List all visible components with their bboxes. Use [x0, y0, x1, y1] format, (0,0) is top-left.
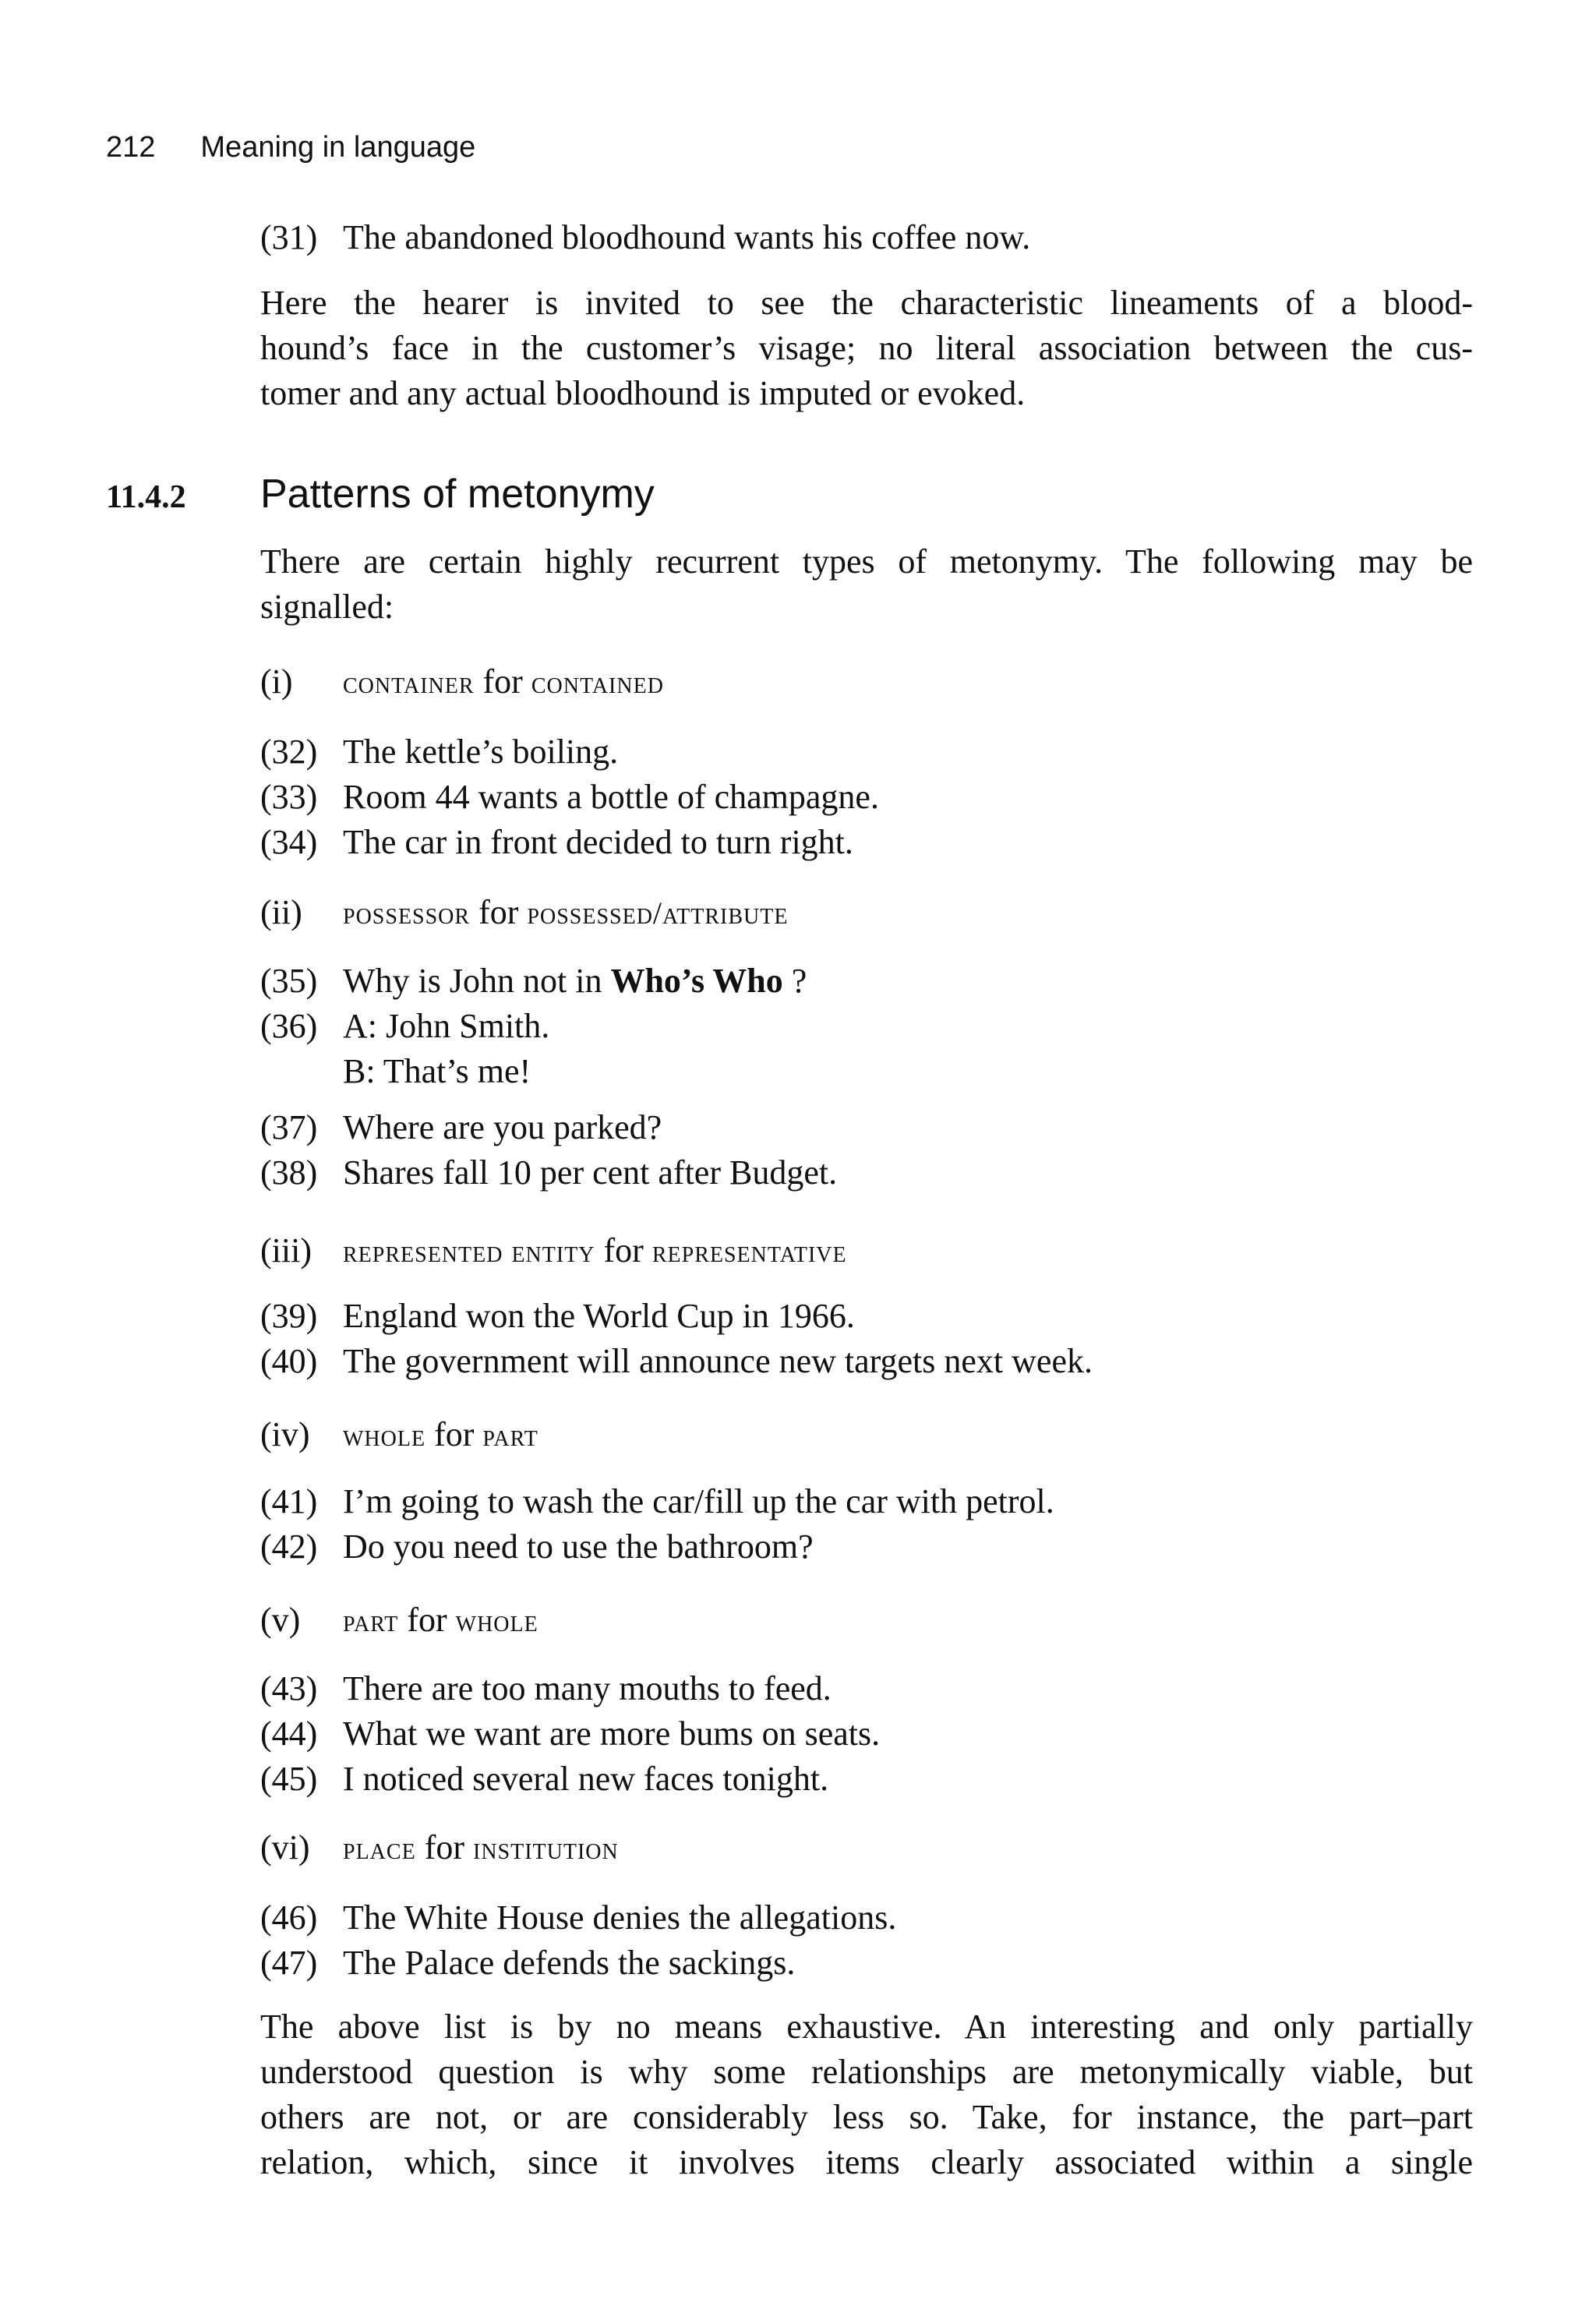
example-row — [260, 1150, 1473, 1195]
category-number: (i) — [260, 662, 293, 701]
example-text: There are too many mouths to feed. — [343, 1669, 832, 1707]
category-place-for-institution — [260, 1825, 1473, 1871]
category-number: (iii) — [260, 1231, 312, 1270]
example-text: England won the World Cup in 1966. — [343, 1297, 855, 1335]
category-for: for — [478, 893, 519, 931]
section-title: Patterns of metonymy — [260, 471, 655, 517]
example-number: (39) — [260, 1297, 318, 1335]
example-row — [260, 1524, 1473, 1570]
example-row — [260, 1757, 1473, 1802]
category-possessor — [260, 890, 1473, 936]
paragraph-line: Here the hearer is invited to see the characteristic lineaments of a blood- — [260, 284, 1473, 322]
example-row — [260, 1339, 1473, 1384]
example-text: A: John Smith. — [343, 1007, 550, 1045]
example-row — [260, 1479, 1473, 1524]
example-number: (38) — [260, 1153, 318, 1192]
closing-paragraph — [260, 2004, 1473, 2185]
category-target: whole — [455, 1603, 538, 1638]
category-number: (iv) — [260, 1415, 310, 1453]
category-examples — [260, 1479, 1473, 1570]
example-number: (42) — [260, 1527, 318, 1566]
example-row — [260, 729, 1473, 775]
example-row — [260, 1895, 1473, 1941]
category-number: (vi) — [260, 1828, 310, 1866]
category-heading — [260, 1598, 1473, 1644]
example-text: Room 44 wants a bottle of champagne. — [343, 778, 879, 816]
running-title: Meaning in language — [200, 131, 476, 164]
example-row — [260, 1666, 1473, 1711]
category-target: part — [482, 1418, 538, 1453]
example-subline: B: That’s me! — [343, 1052, 531, 1090]
example-number: (31) — [260, 218, 318, 256]
example-row — [260, 820, 1473, 865]
example-text: ? — [782, 962, 807, 1000]
category-examples — [260, 959, 1473, 1195]
example-text: Where are you parked? — [343, 1108, 662, 1146]
example-row — [260, 1941, 1473, 1986]
example-row — [260, 1294, 1473, 1339]
category-source: part — [343, 1603, 399, 1638]
category-source: represented entity — [343, 1234, 595, 1269]
paragraph-line: hound’s face in the customer’s visage; no literal association between the cus- — [260, 329, 1473, 367]
book-title: Who’s Who — [610, 962, 783, 1000]
example-text: The Palace defends the sackings. — [343, 1944, 796, 1982]
category-target: possessed/attribute — [527, 895, 789, 931]
example-row — [260, 1711, 1473, 1757]
category-for: for — [482, 662, 523, 701]
example-text: Do you need to use the bathroom? — [343, 1527, 814, 1566]
paragraph-line: The above list is by no means exhaustive. An interesting and only partially — [260, 2008, 1473, 2046]
paragraph-line: tomer and any actual bloodhound is imputed or evoked. — [260, 374, 1026, 412]
category-heading — [260, 890, 1473, 936]
example-text: What we want are more bums on seats. — [343, 1715, 881, 1753]
example-number: (37) — [260, 1108, 318, 1146]
example-number: (40) — [260, 1342, 318, 1380]
example-number: (44) — [260, 1715, 318, 1753]
section-number: 11.4.2 — [106, 479, 186, 515]
intro-paragraph — [260, 281, 1473, 416]
category-for: for — [407, 1601, 447, 1639]
example-number: (36) — [260, 1007, 318, 1045]
example-31 — [260, 215, 1473, 260]
example-number: (45) — [260, 1760, 318, 1798]
running-head — [106, 131, 475, 164]
section-heading — [106, 471, 655, 517]
category-source: container — [343, 665, 475, 700]
example-number: (47) — [260, 1944, 318, 1982]
paragraph-line: relation, which, since it involves items clearly associated within a single — [260, 2143, 1473, 2181]
category-target: institution — [473, 1831, 619, 1866]
paragraph-line: signalled: — [260, 588, 394, 626]
category-for: for — [424, 1828, 464, 1866]
example-number: (32) — [260, 733, 318, 771]
category-target: representative — [651, 1234, 847, 1269]
example-text: Why is John not in — [343, 962, 611, 1000]
example-row — [260, 959, 1473, 1004]
category-number: (v) — [260, 1601, 301, 1639]
category-heading — [260, 1412, 1473, 1458]
category-heading — [260, 659, 1473, 705]
example-row — [260, 1004, 1473, 1049]
category-represented-entity — [260, 1228, 1473, 1274]
section-intro — [260, 539, 1473, 630]
example-row — [260, 1105, 1473, 1150]
category-examples — [260, 729, 1473, 865]
example-text: Shares fall 10 per cent after Budget. — [343, 1153, 838, 1192]
category-part-for-whole — [260, 1598, 1473, 1644]
category-examples — [260, 1895, 1473, 1986]
example-text: The White House denies the allegations. — [343, 1898, 897, 1937]
example-number: (43) — [260, 1669, 318, 1707]
category-for: for — [603, 1231, 644, 1270]
example-text: The abandoned bloodhound wants his coffee now. — [343, 218, 1031, 256]
example-text: I noticed several new faces tonight. — [343, 1760, 829, 1798]
category-examples — [260, 1666, 1473, 1802]
category-examples — [260, 1294, 1473, 1384]
example-number: (41) — [260, 1482, 318, 1520]
category-target: contained — [531, 665, 664, 700]
paragraph-line: understood question is why some relationships are metonymically viable, but — [260, 2053, 1473, 2091]
example-row — [260, 775, 1473, 820]
category-number: (ii) — [260, 893, 302, 931]
paragraph-line: There are certain highly recurrent types of metonymy. The following may be — [260, 542, 1473, 581]
category-container — [260, 659, 1473, 705]
example-number: (33) — [260, 778, 318, 816]
paragraph-line: others are not, or are considerably less so. Take, for instance, the part–part — [260, 2098, 1473, 2136]
category-source: whole — [343, 1418, 426, 1453]
example-text: The car in front decided to turn right. — [343, 823, 853, 861]
example-text: I’m going to wash the car/fill up the car with petrol. — [343, 1482, 1054, 1520]
example-text: The kettle’s boiling. — [343, 733, 619, 771]
category-whole-for-part — [260, 1412, 1473, 1458]
category-for: for — [434, 1415, 475, 1453]
category-heading — [260, 1825, 1473, 1871]
example-number: (46) — [260, 1898, 318, 1937]
example-text: The government will announce new targets next week. — [343, 1342, 1093, 1380]
example-number: (35) — [260, 962, 318, 1000]
example-number: (34) — [260, 823, 318, 861]
category-source: place — [343, 1831, 416, 1866]
page-number: 212 — [106, 131, 156, 164]
category-heading — [260, 1228, 1473, 1274]
category-source: possessor — [343, 895, 471, 931]
